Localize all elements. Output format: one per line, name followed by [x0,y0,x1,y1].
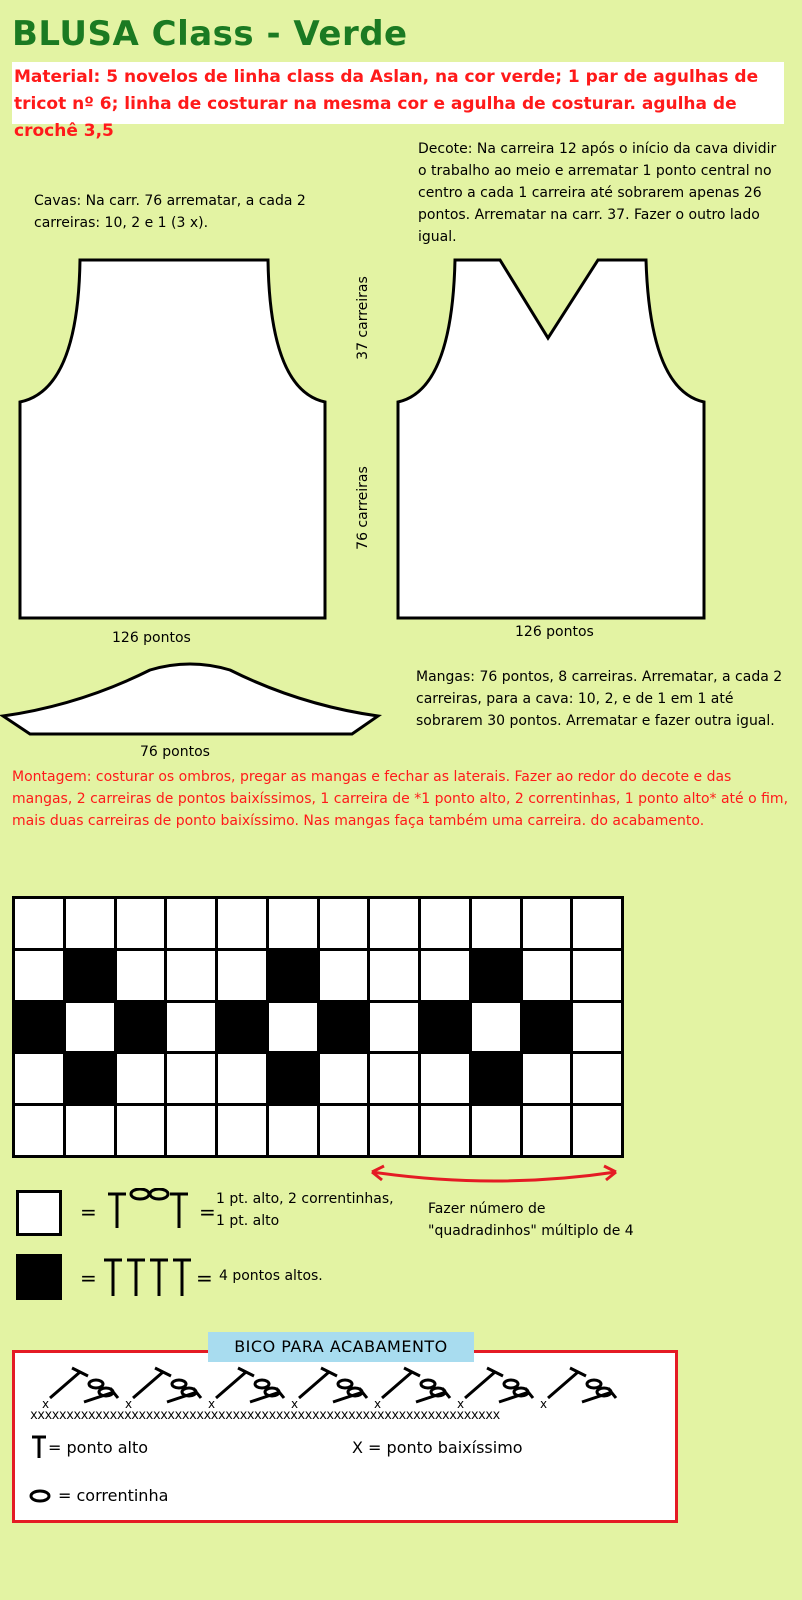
chart-cell-white [117,951,165,1000]
legend-ponto-baixissimo: X = ponto baixíssimo [352,1438,523,1457]
ponto-alto-icon [30,1434,50,1460]
chart-cell-white [573,951,621,1000]
chart-cell-white [573,1106,621,1155]
chart-cell-white [320,951,368,1000]
key-white-line1: 1 pt. alto, 2 correntinhas, [216,1191,394,1207]
chart-cell-white [269,1106,317,1155]
svg-text:x: x [208,1397,216,1411]
multiple-note: Fazer número de "quadradinhos" múltiplo de 4 [428,1201,634,1239]
svg-text:x: x [540,1397,548,1411]
chart-cell-white [370,951,418,1000]
chart-cell-white [167,1054,215,1103]
legend-correntinha: = correntinha [58,1486,169,1505]
chart-cell-black [472,1054,520,1103]
svg-text:x: x [291,1397,299,1411]
bico-motif [291,1368,367,1411]
chart-cell-white [472,899,520,948]
bico-motif-row [40,1362,640,1412]
key-equals-1: = [80,1200,97,1224]
chart-cell-white [218,951,266,1000]
chart-cell-white [573,1054,621,1103]
chart-cell-white [523,1054,571,1103]
stitch-chart-grid [12,896,624,1158]
chart-cell-black [218,1003,266,1052]
legend-ponto-alto: = ponto alto [48,1438,149,1457]
chart-cell-white [167,1003,215,1052]
chart-cell-black [269,1054,317,1103]
chart-cell-black [66,1054,114,1103]
chart-cell-white [218,1054,266,1103]
chart-cell-white [15,1106,63,1155]
chart-cell-white [66,1003,114,1052]
chart-cell-white [370,1003,418,1052]
chart-cell-white [320,1106,368,1155]
bico-motif [457,1368,533,1411]
bico-motif [125,1368,201,1411]
chart-cell-white [117,1106,165,1155]
front-piece-shape [398,260,704,618]
chart-cell-white [117,1054,165,1103]
chart-cell-white [421,899,469,948]
key-black-symbol-icon [100,1254,200,1300]
carreiras-37-label: 37 carreiras [355,276,371,360]
chart-cell-black [523,1003,571,1052]
key-black-text: 4 pontos altos. [219,1268,323,1284]
chart-cell-white [370,1054,418,1103]
chart-cell-black [15,1003,63,1052]
bico-motif [374,1368,450,1411]
bico-motif [540,1368,616,1411]
chart-cell-white [523,951,571,1000]
montagem-note: Montagem: costurar os ombros, pregar as mangas e fechar as laterais. Fazer ao redor do decote e das mangas, 2 carreiras de pontos baixíssimos, 1 carreira de *1 ponto alto, 2 correntinhas, 1 ponto alto* até o fim, mais duas carreiras de ponto baixíssimo. Nas mangas faça também uma carreira. do acabamento. [12,769,789,829]
bico-title: BICO PARA ACABAMENTO [208,1332,474,1362]
chart-cell-black [472,951,520,1000]
chart-cell-white [66,899,114,948]
chart-cell-white [167,1106,215,1155]
cavas-note: Cavas: Na carr. 76 arrematar, a cada 2 carreiras: 10, 2 e 1 (3 x). [34,193,306,231]
chart-cell-black [269,951,317,1000]
chart-cell-white [421,951,469,1000]
chart-cell-white [320,1054,368,1103]
chart-cell-white [523,1106,571,1155]
chart-cell-white [269,899,317,948]
bico-motif [208,1368,284,1411]
chart-cell-black [320,1003,368,1052]
page-title: BLUSA Class - Verde [12,14,408,54]
chart-cell-white [117,899,165,948]
carreiras-76-label: 76 carreiras [355,466,371,550]
chart-cell-white [15,951,63,1000]
chart-cell-white [370,899,418,948]
chart-cell-black [421,1003,469,1052]
bico-motif [42,1368,118,1411]
key-white-square [16,1190,62,1236]
key-white-symbol-icon [100,1188,195,1232]
chart-cell-white [66,1106,114,1155]
chart-cell-black [66,951,114,1000]
chart-cell-white [573,899,621,948]
chart-cell-white [421,1054,469,1103]
correntinha-icon [28,1488,54,1504]
key-white-line2: 1 pt. alto [216,1213,280,1229]
chart-cell-white [523,899,571,948]
key-equals-2: = [199,1200,216,1224]
material-text: Material: 5 novelos de linha class da Aslan, na cor verde; 1 par de agulhas de tricot nº 6; linha de costurar na mesma cor e agulha de costurar. agulha de crochê 3,5 [14,67,759,141]
chart-cell-white [15,1054,63,1103]
chart-cell-black [117,1003,165,1052]
key-equals-4: = [196,1266,213,1290]
key-equals-3: = [80,1266,97,1290]
repeat-arrow [360,1158,630,1198]
chart-cell-white [218,1106,266,1155]
mangas-note: Mangas: 76 pontos, 8 carreiras. Arrematar, a cada 2 carreiras, para a cava: 10, 2, e de 1 em 1 até sobrarem 30 pontos. Arrematar e fazer outra igual. [416,669,783,729]
chart-cell-white [370,1106,418,1155]
sleeve-width-label: 76 pontos [140,744,210,760]
chart-cell-white [573,1003,621,1052]
svg-text:x: x [125,1397,133,1411]
svg-text:x: x [374,1397,382,1411]
chart-cell-white [320,899,368,948]
chart-cell-white [15,899,63,948]
chart-cell-white [167,899,215,948]
chart-cell-white [269,1003,317,1052]
svg-text:x: x [42,1397,50,1411]
chart-cell-white [167,951,215,1000]
svg-text:x: x [457,1397,465,1411]
chart-cell-white [472,1003,520,1052]
sleeve-shape [3,664,378,734]
key-black-square [16,1254,62,1300]
bico-x-row: xxxxxxxxxxxxxxxxxxxxxxxxxxxxxxxxxxxxxxxxxxxxxxxxxxxxxxxxxxxxxxxxx [30,1408,500,1423]
back-width-label: 126 pontos [112,630,191,646]
decote-note: Decote: Na carreira 12 após o início da cava dividir o trabalho ao meio e arrematar 1 ponto central no centro a cada 1 carreira até sobrarem apenas 26 pontos. Arrematar na carr. 37. Fazer o outro lado igual. [418,141,777,245]
front-width-label: 126 pontos [515,624,594,640]
chart-cell-white [472,1106,520,1155]
chart-cell-white [421,1106,469,1155]
chart-cell-white [218,899,266,948]
back-piece-shape [20,260,325,618]
pattern-diagram [0,0,802,760]
